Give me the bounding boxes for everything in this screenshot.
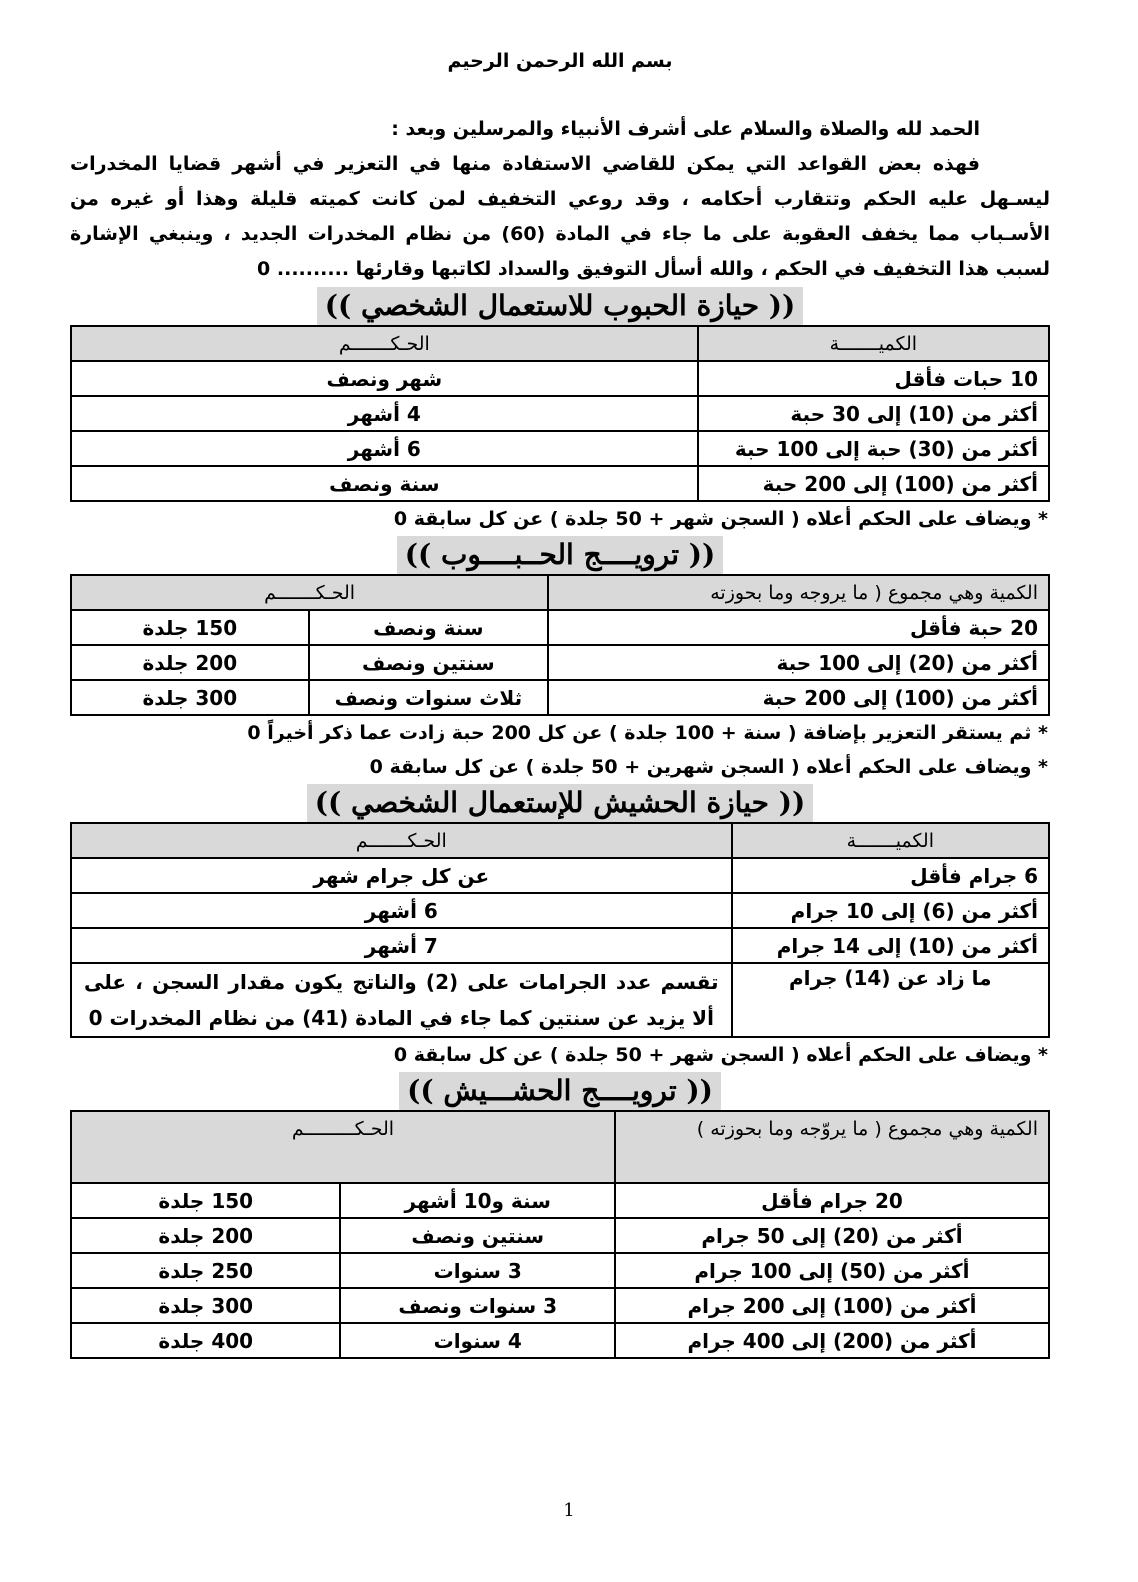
cell-ruling: تقسم عدد الجرامات على (2) والناتج يكون مقدار السجن ، على ألا يزيد عن سنتين كما جاء في المادة (41) من نظام المخدرات 0 [71, 963, 732, 1037]
cell-quantity: أكثر من (200) إلى 400 جرام [615, 1323, 1049, 1358]
cell-prison: سنة ونصف [309, 610, 549, 645]
cell-prison: 3 سنوات ونصف [340, 1288, 614, 1323]
cell-quantity: أكثر من (100) إلى 200 حبة [698, 466, 1049, 501]
cell-prison: ثلاث سنوات ونصف [309, 680, 549, 715]
note-stabilization: * ثم يستقر التعزير بإضافة ( سنة + 100 جلدة ) عن كل 200 حبة زادت عما ذكر أخيراً 0 [247, 722, 1048, 744]
intro-paragraph: فهذه بعض القواعد التي يمكن للقاضي الاستفادة منها في التعزير في أشهر قضايا المخدرات ليسـهل عليه الحكم وتتقارب أحكامه ، وقد روعي التخفيف لمن كانت كميته قليلة وهذا أو غيره من الأسـباب مما يخفف العقوبة على ما جاء في المادة (60) من نظام المخدرات الجديد ، وينبغي الإشارة لسبب هذا التخفيف في الحكم ، والله أسأل التوفيق والسداد لكاتبها وقارئها .......... 0 [70, 153, 1050, 280]
table-row [71, 645, 1049, 680]
table-row [71, 1323, 1049, 1358]
cell-quantity: أكثر من (30) حبة إلى 100 حبة [698, 431, 1049, 466]
table-pills-possession [70, 325, 1050, 502]
page-number: 1 [563, 1500, 575, 1521]
cell-quantity: أكثر من (100) إلى 200 جرام [615, 1288, 1049, 1323]
table-row [71, 396, 1049, 431]
section-title-pills-possession: (( حيازة الحبوب للاستعمال الشخصي )) [317, 287, 804, 325]
table-row [71, 928, 1049, 963]
cell-quantity: أكثر من (10) إلى 30 حبة [698, 396, 1049, 431]
cell-lashes: 200 جلدة [71, 645, 309, 680]
table-row [71, 1218, 1049, 1253]
table-header [71, 326, 1049, 361]
table-row [71, 858, 1049, 893]
cell-ruling: 6 أشهر [71, 431, 698, 466]
document-page [70, 40, 1050, 1359]
section-title-hashish-possession: (( حيازة الحشيش للإستعمال الشخصي )) [307, 784, 813, 822]
cell-lashes: 200 جلدة [71, 1218, 340, 1253]
table-header [71, 823, 1049, 858]
header-ruling: الحـكـــــــم [71, 326, 698, 361]
cell-lashes: 250 جلدة [71, 1253, 340, 1288]
cell-lashes: 300 جلدة [71, 1288, 340, 1323]
cell-ruling: 4 أشهر [71, 396, 698, 431]
note-prior-offense: * ويضاف على الحكم أعلاه ( السجن شهرين + 50 جلدة ) عن كل سابقة 0 [369, 756, 1048, 778]
cell-quantity: أكثر من (20) إلى 100 حبة [548, 645, 1049, 680]
cell-ruling: 6 أشهر [71, 893, 732, 928]
cell-quantity: أكثر من (50) إلى 100 جرام [615, 1253, 1049, 1288]
table-header [71, 575, 1049, 610]
cell-lashes: 150 جلدة [71, 610, 309, 645]
cell-prison: 4 سنوات [340, 1323, 614, 1358]
table-row [71, 361, 1049, 396]
cell-lashes: 300 جلدة [71, 680, 309, 715]
header-quantity: الكمية وهي مجموع ( ما يروجه وما بحوزته [548, 575, 1049, 610]
cell-prison: سنتين ونصف [309, 645, 549, 680]
cell-quantity: أكثر من (6) إلى 10 جرام [732, 893, 1049, 928]
header-ruling: الحـكـــــــم [71, 823, 732, 858]
cell-quantity: 6 جرام فأقل [732, 858, 1049, 893]
table-row [71, 1183, 1049, 1218]
header-ruling: الحـكـــــــم [71, 575, 548, 610]
header-quantity: الكميـــــــة [698, 326, 1049, 361]
table-row [71, 466, 1049, 501]
header-ruling: الحـكـــــــــم [71, 1111, 615, 1183]
cell-ruling: سنة ونصف [71, 466, 698, 501]
table-row [71, 431, 1049, 466]
section-title-hashish-dealing: (( ترويــــج الحشـــيش )) [399, 1072, 721, 1110]
cell-prison: سنتين ونصف [340, 1218, 614, 1253]
cell-quantity: 20 جرام فأقل [615, 1183, 1049, 1218]
table-header [71, 1111, 1049, 1183]
table-row [71, 610, 1049, 645]
table-hashish-possession [70, 822, 1050, 1038]
cell-prison: 3 سنوات [340, 1253, 614, 1288]
cell-ruling: شهر ونصف [71, 361, 698, 396]
intro [70, 112, 1050, 287]
cell-prison: سنة و10 أشهر [340, 1183, 614, 1218]
cell-quantity: ما زاد عن (14) جرام [732, 963, 1049, 1037]
cell-ruling: عن كل جرام شهر [71, 858, 732, 893]
header-quantity: الكميـــــــة [732, 823, 1049, 858]
table-row [71, 680, 1049, 715]
section-title-pills-dealing: (( ترويــــج الحــبــــوب )) [397, 536, 724, 574]
table-row [71, 963, 1049, 1037]
table-row [71, 1288, 1049, 1323]
table-row [71, 1253, 1049, 1288]
intro-greeting: الحمد لله والصلاة والسلام على أشرف الأنبياء والمرسلين وبعد : [391, 118, 980, 140]
cell-lashes: 150 جلدة [71, 1183, 340, 1218]
note-prior-offense: * ويضاف على الحكم أعلاه ( السجن شهر + 50 جلدة ) عن كل سابقة 0 [393, 508, 1048, 530]
cell-lashes: 400 جلدة [71, 1323, 340, 1358]
cell-quantity: 20 حبة فأقل [548, 610, 1049, 645]
cell-quantity: أكثر من (10) إلى 14 جرام [732, 928, 1049, 963]
cell-quantity: أكثر من (20) إلى 50 جرام [615, 1218, 1049, 1253]
basmala: بسم الله الرحمن الرحيم [447, 50, 673, 72]
table-row [71, 893, 1049, 928]
table-pills-dealing [70, 574, 1050, 716]
table-hashish-dealing [70, 1110, 1050, 1359]
cell-quantity: أكثر من (100) إلى 200 حبة [548, 680, 1049, 715]
header-quantity: الكمية وهي مجموع ( ما يروّجه وما بحوزته ) [615, 1111, 1049, 1183]
cell-ruling: 7 أشهر [71, 928, 732, 963]
cell-quantity: 10 حبات فأقل [698, 361, 1049, 396]
note-prior-offense: * ويضاف على الحكم أعلاه ( السجن شهر + 50 جلدة ) عن كل سابقة 0 [393, 1044, 1048, 1066]
